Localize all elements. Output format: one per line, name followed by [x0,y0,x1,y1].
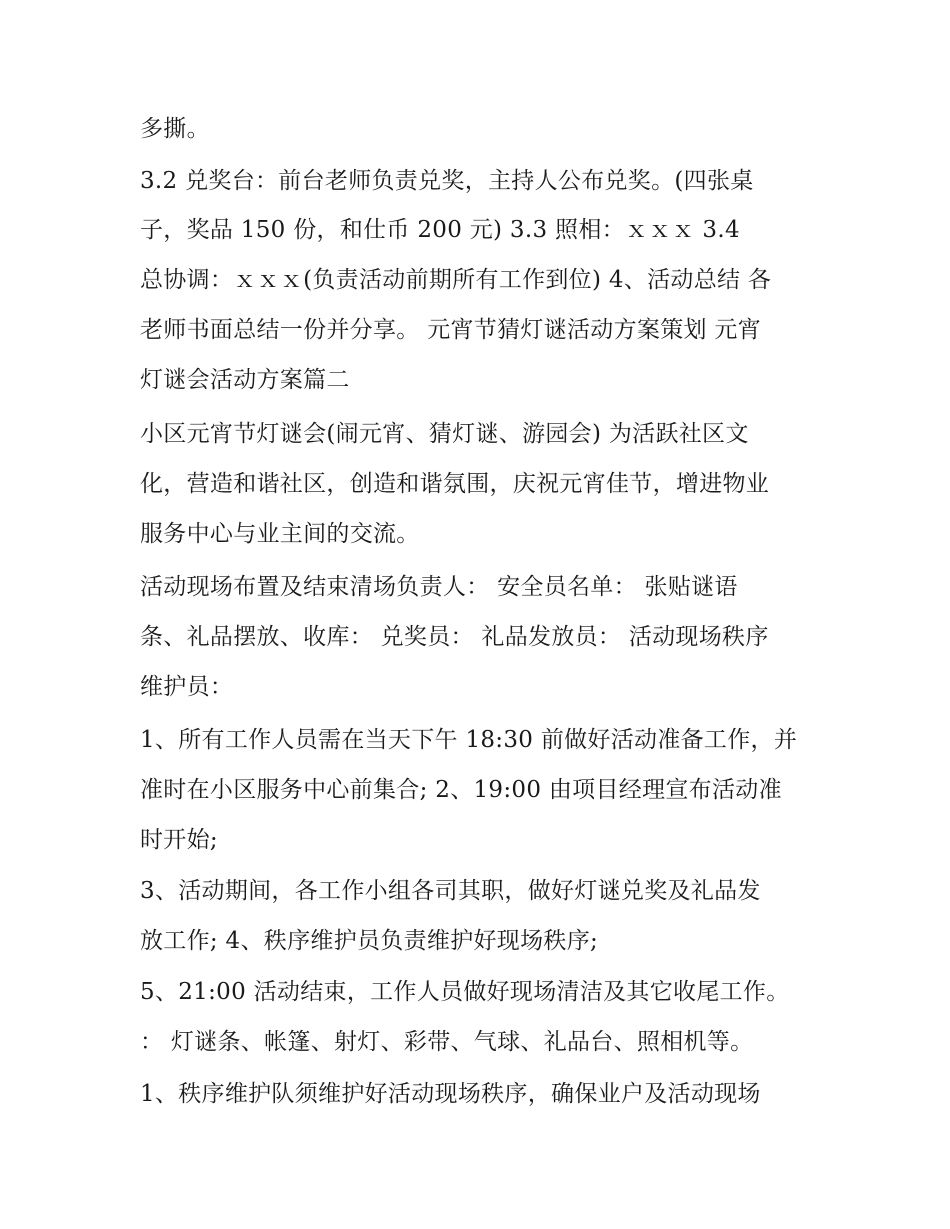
text-line: 准时在小区服务中心前集合; 2、19:00 由项目经理宣布活动准 [140,777,782,803]
text-line: 老师书面总结一份并分享。 元宵节猜灯谜活动方案策划 元宵 [140,317,762,343]
text-line: 化，营造和谐社区，创造和谐氛围，庆祝元宵佳节，增进物业 [140,471,770,497]
text-line: 1、秩序维护队须维护好活动现场秩序，确保业户及活动现场 [140,1081,761,1107]
text-line: 小区元宵节灯谜会(闹元宵、猜灯谜、游园会) 为活跃社区文 [140,421,749,447]
text-line: 3、活动期间，各工作小组各司其职，做好灯谜兑奖及礼品发 [140,878,761,904]
text-line: 服务中心与业主间的交流。 [140,521,420,547]
text-line: 放工作; 4、秩序维护员负责维护好现场秩序; [140,928,599,954]
text-line: 多撕。 [140,116,210,142]
text-line: 时开始; [140,827,218,853]
text-line: 活动现场布置及结束清场负责人： 安全员名单： 张贴谜语 [140,574,738,600]
text-line: 3.2 兑奖台：前台老师负责兑奖，主持人公布兑奖。(四张桌 [140,168,754,194]
text-line: 灯谜会活动方案篇二 [140,367,350,393]
text-line: 条、礼品摆放、收库： 兑奖员： 礼品发放员： 活动现场秩序 [140,624,769,650]
text-line: 总协调：ｘｘｘ(负责活动前期所有工作到位) 4、活动总结 各 [140,267,772,293]
text-line: 维护员： [140,674,234,700]
text-line: 子，奖品 150 份，和仕币 200 元) 3.3 照相：ｘｘｘ 3.4 [140,217,740,243]
text-line: 5、21:00 活动结束，工作人员做好现场清洁及其它收尾工作。 [140,979,790,1005]
text-line: 1、所有工作人员需在当天下午 18:30 前做好活动准备工作，并 [140,727,798,753]
text-line: ： 灯谜条、帐篷、射灯、彩带、气球、礼品台、照相机等。 [140,1029,754,1055]
